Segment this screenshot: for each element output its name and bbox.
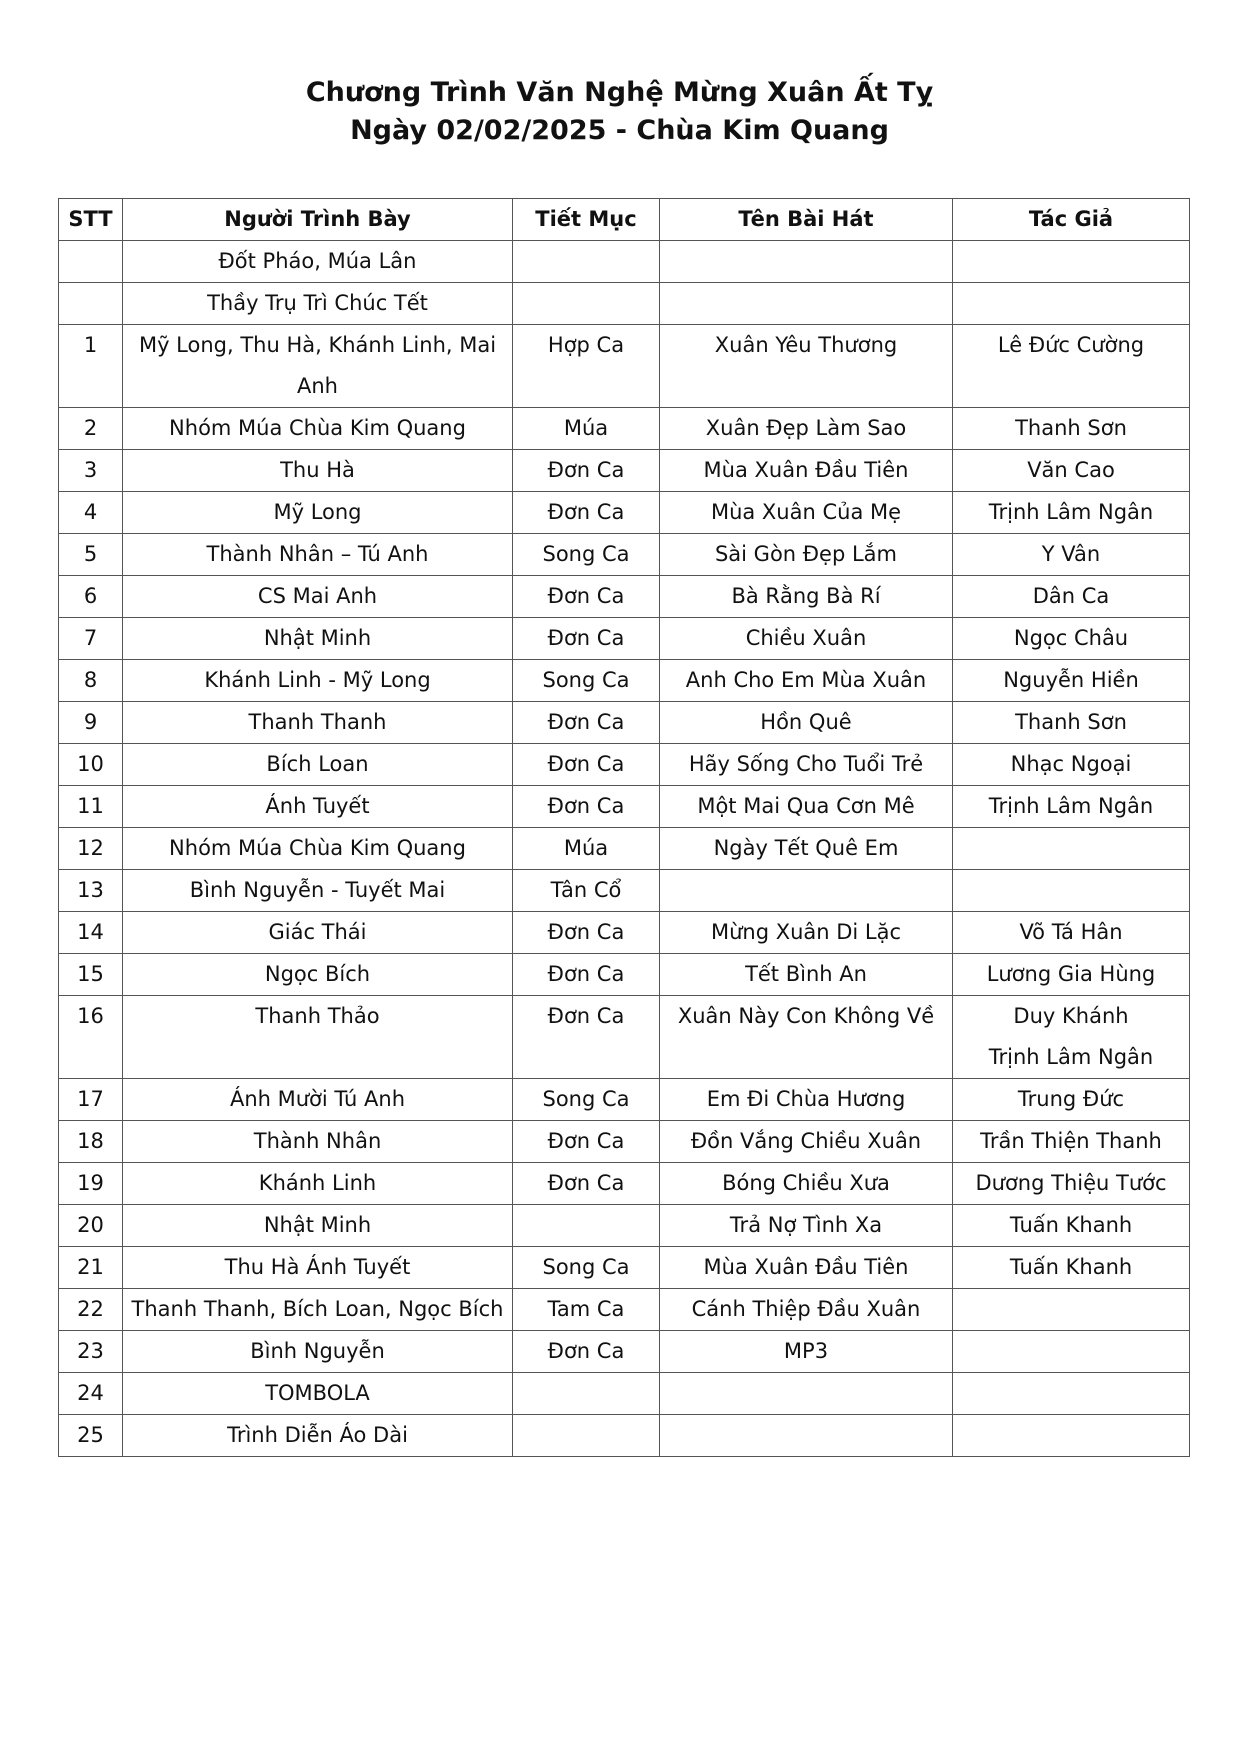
cell-stt: 17: [59, 1079, 123, 1121]
cell-author: Võ Tá Hân: [953, 912, 1190, 954]
cell-song: [660, 283, 953, 325]
cell-performer: Thành Nhân – Tú Anh: [123, 534, 513, 576]
cell-song: Bóng Chiều Xưa: [660, 1163, 953, 1205]
cell-type: Múa: [513, 408, 660, 450]
cell-type: Đơn Ca: [513, 450, 660, 492]
title-line-1: Chương Trình Văn Nghệ Mừng Xuân Ất Tỵ: [305, 77, 934, 108]
cell-song: Đồn Vắng Chiều Xuân: [660, 1121, 953, 1163]
header-performer: Người Trình Bày: [123, 199, 513, 241]
cell-performer: Khánh Linh: [123, 1163, 513, 1205]
cell-song: Một Mai Qua Cơn Mê: [660, 786, 953, 828]
cell-song: Tết Bình An: [660, 954, 953, 996]
table-row: [59, 618, 1190, 660]
cell-type: Đơn Ca: [513, 492, 660, 534]
cell-song: Sài Gòn Đẹp Lắm: [660, 534, 953, 576]
cell-type: Đơn Ca: [513, 744, 660, 786]
cell-type: Tam Ca: [513, 1289, 660, 1331]
cell-author: [953, 1289, 1190, 1331]
cell-stt: 23: [59, 1331, 123, 1373]
cell-author: Trung Đức: [953, 1079, 1190, 1121]
cell-author: Thanh Sơn: [953, 408, 1190, 450]
cell-stt: 8: [59, 660, 123, 702]
cell-song: Mừng Xuân Di Lặc: [660, 912, 953, 954]
cell-author: Trịnh Lâm Ngân: [953, 786, 1190, 828]
cell-performer: Nhật Minh: [123, 618, 513, 660]
cell-performer: Ngọc Bích: [123, 954, 513, 996]
table-row: [59, 1289, 1190, 1331]
cell-song: Ngày Tết Quê Em: [660, 828, 953, 870]
cell-type: Hợp Ca: [513, 325, 660, 408]
title-line-2: Ngày 02/02/2025 - Chùa Kim Quang: [350, 115, 889, 146]
cell-performer: Nhật Minh: [123, 1205, 513, 1247]
header-type: Tiết Mục: [513, 199, 660, 241]
table-row: [59, 912, 1190, 954]
cell-type: [513, 1373, 660, 1415]
cell-type: Tân Cổ: [513, 870, 660, 912]
cell-performer: Thu Hà: [123, 450, 513, 492]
cell-performer: TOMBOLA: [123, 1373, 513, 1415]
table-body: [59, 241, 1190, 1457]
cell-song: [660, 241, 953, 283]
cell-performer: Mỹ Long, Thu Hà, Khánh Linh, Mai Anh: [123, 325, 513, 408]
cell-performer: Thành Nhân: [123, 1121, 513, 1163]
cell-performer: Khánh Linh - Mỹ Long: [123, 660, 513, 702]
cell-stt: 20: [59, 1205, 123, 1247]
table-row: [59, 1373, 1190, 1415]
cell-author: [953, 283, 1190, 325]
cell-song: [660, 870, 953, 912]
table-row: [59, 450, 1190, 492]
cell-song: Trả Nợ Tình Xa: [660, 1205, 953, 1247]
cell-type: [513, 1415, 660, 1457]
cell-stt: 21: [59, 1247, 123, 1289]
cell-author: Văn Cao: [953, 450, 1190, 492]
cell-song: Anh Cho Em Mùa Xuân: [660, 660, 953, 702]
cell-type: Đơn Ca: [513, 702, 660, 744]
table-row: [59, 1079, 1190, 1121]
cell-author: Thanh Sơn: [953, 702, 1190, 744]
cell-author: Nguyễn Hiền: [953, 660, 1190, 702]
cell-performer: Đốt Pháo, Múa Lân: [123, 241, 513, 283]
cell-stt: 22: [59, 1289, 123, 1331]
table-row: [59, 283, 1190, 325]
cell-song: Cánh Thiệp Đầu Xuân: [660, 1289, 953, 1331]
cell-performer: Thu Hà Ánh Tuyết: [123, 1247, 513, 1289]
cell-performer: Nhóm Múa Chùa Kim Quang: [123, 828, 513, 870]
cell-stt: 13: [59, 870, 123, 912]
header-stt: STT: [59, 199, 123, 241]
cell-stt: [59, 241, 123, 283]
cell-author: Nhạc Ngoại: [953, 744, 1190, 786]
cell-author: Ngọc Châu: [953, 618, 1190, 660]
cell-stt: 14: [59, 912, 123, 954]
cell-author: [953, 870, 1190, 912]
cell-stt: 15: [59, 954, 123, 996]
cell-stt: 12: [59, 828, 123, 870]
table-row: [59, 492, 1190, 534]
program-table: [58, 198, 1190, 1457]
cell-stt: 2: [59, 408, 123, 450]
cell-type: Đơn Ca: [513, 1163, 660, 1205]
cell-song: Xuân Yêu Thương: [660, 325, 953, 408]
cell-stt: 6: [59, 576, 123, 618]
cell-type: [513, 241, 660, 283]
cell-song: Hãy Sống Cho Tuổi Trẻ: [660, 744, 953, 786]
cell-type: [513, 283, 660, 325]
cell-stt: 24: [59, 1373, 123, 1415]
table-row: [59, 534, 1190, 576]
cell-song: Em Đi Chùa Hương: [660, 1079, 953, 1121]
document-title: [0, 74, 1239, 150]
table-row: [59, 325, 1190, 408]
cell-author: Tuấn Khanh: [953, 1247, 1190, 1289]
cell-author: Dân Ca: [953, 576, 1190, 618]
table-row: [59, 702, 1190, 744]
cell-type: Song Ca: [513, 1247, 660, 1289]
table-row: [59, 954, 1190, 996]
cell-performer: Trình Diễn Áo Dài: [123, 1415, 513, 1457]
cell-stt: 9: [59, 702, 123, 744]
table-row: [59, 241, 1190, 283]
table-row: [59, 1415, 1190, 1457]
table-row: [59, 1205, 1190, 1247]
cell-author: Lê Đức Cường: [953, 325, 1190, 408]
cell-performer: Bình Nguyễn - Tuyết Mai: [123, 870, 513, 912]
cell-type: Song Ca: [513, 534, 660, 576]
table-row: [59, 786, 1190, 828]
cell-song: MP3: [660, 1331, 953, 1373]
table-row: [59, 996, 1190, 1079]
cell-type: Múa: [513, 828, 660, 870]
table-row: [59, 1247, 1190, 1289]
cell-type: Đơn Ca: [513, 954, 660, 996]
table-row: [59, 408, 1190, 450]
cell-stt: 25: [59, 1415, 123, 1457]
cell-stt: 4: [59, 492, 123, 534]
cell-performer: Thanh Thảo: [123, 996, 513, 1079]
cell-stt: 10: [59, 744, 123, 786]
cell-author: [953, 241, 1190, 283]
cell-song: [660, 1415, 953, 1457]
cell-performer: Bình Nguyễn: [123, 1331, 513, 1373]
header-author: Tác Giả: [953, 199, 1190, 241]
table-row: [59, 1163, 1190, 1205]
table-row: [59, 870, 1190, 912]
cell-author: [953, 1331, 1190, 1373]
cell-type: [513, 1205, 660, 1247]
cell-performer: Ánh Mười Tú Anh: [123, 1079, 513, 1121]
cell-author: [953, 996, 1190, 1079]
cell-song: Mùa Xuân Của Mẹ: [660, 492, 953, 534]
cell-type: Đơn Ca: [513, 618, 660, 660]
cell-type: Đơn Ca: [513, 576, 660, 618]
cell-performer: Giác Thái: [123, 912, 513, 954]
cell-type: Đơn Ca: [513, 1331, 660, 1373]
cell-song: Bà Rằng Bà Rí: [660, 576, 953, 618]
cell-type: Đơn Ca: [513, 912, 660, 954]
cell-song: Mùa Xuân Đầu Tiên: [660, 1247, 953, 1289]
cell-author: Lương Gia Hùng: [953, 954, 1190, 996]
cell-stt: [59, 283, 123, 325]
cell-stt: 19: [59, 1163, 123, 1205]
cell-author: [953, 1415, 1190, 1457]
cell-song: Chiều Xuân: [660, 618, 953, 660]
cell-type: Song Ca: [513, 1079, 660, 1121]
cell-performer: Nhóm Múa Chùa Kim Quang: [123, 408, 513, 450]
cell-author: [953, 828, 1190, 870]
cell-song: Mùa Xuân Đầu Tiên: [660, 450, 953, 492]
cell-performer: Ánh Tuyết: [123, 786, 513, 828]
cell-author: Trịnh Lâm Ngân: [953, 492, 1190, 534]
cell-stt: 3: [59, 450, 123, 492]
cell-song: Xuân Đẹp Làm Sao: [660, 408, 953, 450]
cell-song: Xuân Này Con Không Về: [660, 996, 953, 1079]
table-header-row: [59, 199, 1190, 241]
cell-type: Đơn Ca: [513, 996, 660, 1079]
header-song: Tên Bài Hát: [660, 199, 953, 241]
table-row: [59, 828, 1190, 870]
cell-performer: Mỹ Long: [123, 492, 513, 534]
cell-stt: 5: [59, 534, 123, 576]
cell-stt: 18: [59, 1121, 123, 1163]
cell-type: Đơn Ca: [513, 786, 660, 828]
table-row: [59, 744, 1190, 786]
cell-type: Song Ca: [513, 660, 660, 702]
cell-stt: 7: [59, 618, 123, 660]
cell-stt: 1: [59, 325, 123, 408]
cell-author: Dương Thiệu Tước: [953, 1163, 1190, 1205]
table-row: [59, 660, 1190, 702]
table-row: [59, 1121, 1190, 1163]
cell-stt: 11: [59, 786, 123, 828]
cell-author: Y Vân: [953, 534, 1190, 576]
cell-author: Tuấn Khanh: [953, 1205, 1190, 1247]
cell-author: Trần Thiện Thanh: [953, 1121, 1190, 1163]
cell-performer: Thanh Thanh, Bích Loan, Ngọc Bích: [123, 1289, 513, 1331]
cell-performer: Bích Loan: [123, 744, 513, 786]
cell-author: [953, 1373, 1190, 1415]
cell-stt: 16: [59, 996, 123, 1079]
cell-song: [660, 1373, 953, 1415]
cell-type: Đơn Ca: [513, 1121, 660, 1163]
cell-performer: CS Mai Anh: [123, 576, 513, 618]
table-row: [59, 1331, 1190, 1373]
author-line: Trịnh Lâm Ngân: [988, 1045, 1154, 1069]
table-row: [59, 576, 1190, 618]
author-line: Duy Khánh: [1013, 1004, 1129, 1028]
cell-performer: Thanh Thanh: [123, 702, 513, 744]
cell-song: Hồn Quê: [660, 702, 953, 744]
cell-performer: Thầy Trụ Trì Chúc Tết: [123, 283, 513, 325]
